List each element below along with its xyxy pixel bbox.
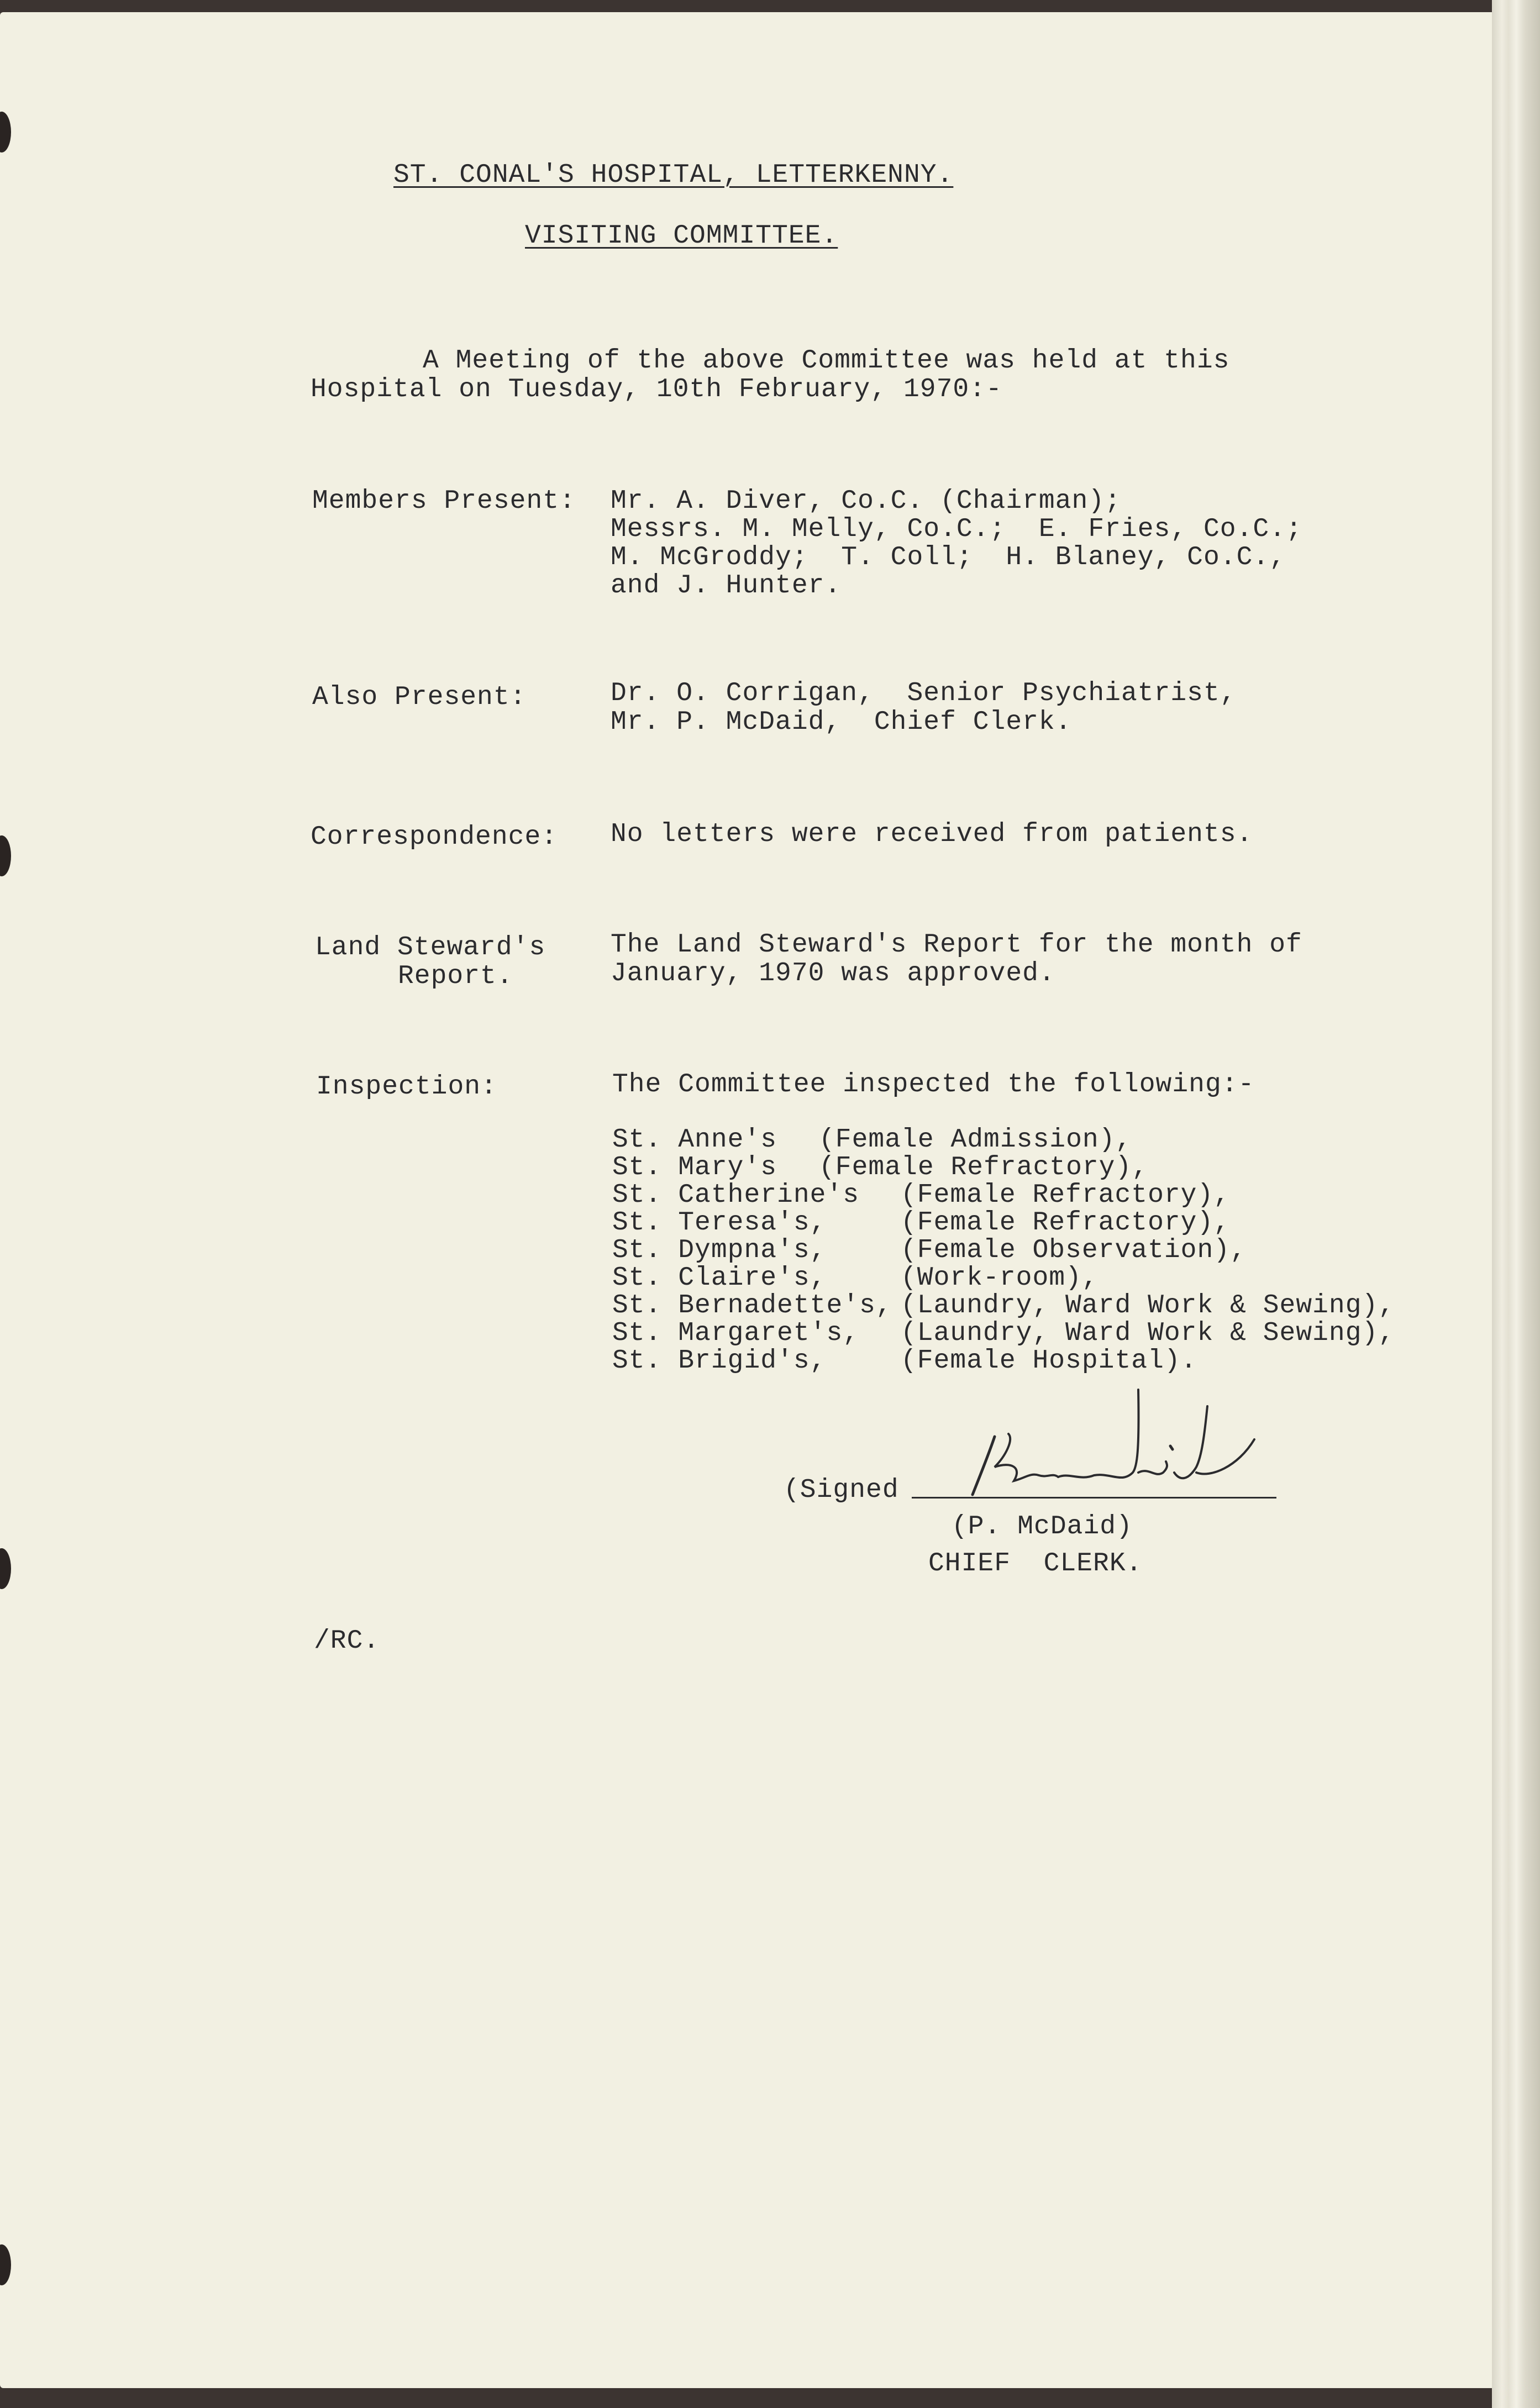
land-steward-line: January, 1970 was approved. bbox=[611, 959, 1055, 989]
handwritten-signature bbox=[961, 1384, 1271, 1511]
intro-line-2: Hospital on Tuesday, 10th February, 1970:- bbox=[311, 375, 1002, 404]
ward-description: (Laundry, Ward Work & Sewing), bbox=[901, 1291, 1395, 1321]
signatory-title: CHIEF CLERK. bbox=[928, 1549, 1143, 1579]
binder-hole bbox=[0, 2244, 11, 2285]
land-steward-label: Land Steward's bbox=[315, 933, 546, 963]
ward-description: (Female Admission), bbox=[819, 1125, 1132, 1155]
land-steward-line: The Land Steward's Report for the month of bbox=[611, 930, 1302, 960]
ward-description: (Female Observation), bbox=[901, 1235, 1247, 1265]
correspondence-label: Correspondence: bbox=[311, 822, 558, 852]
binder-hole bbox=[0, 835, 11, 876]
ward-name: St. Bernadette's, bbox=[612, 1291, 892, 1321]
signed-label: (Signed bbox=[784, 1475, 899, 1505]
ward-name: St. Mary's bbox=[612, 1153, 777, 1182]
members-line: and J. Hunter. bbox=[611, 571, 842, 601]
stacked-page-edges bbox=[1492, 0, 1540, 2408]
ward-description: (Work-room), bbox=[901, 1263, 1099, 1293]
binder-hole bbox=[0, 112, 11, 153]
also-present-line: Mr. P. McDaid, Chief Clerk. bbox=[611, 707, 1072, 737]
ward-name: St. Teresa's, bbox=[612, 1208, 827, 1238]
ward-name: St. Claire's, bbox=[612, 1263, 827, 1293]
members-line: M. McGroddy; T. Coll; H. Blaney, Co.C., bbox=[611, 543, 1286, 572]
ward-description: (Female Hospital). bbox=[901, 1346, 1197, 1376]
document-subtitle: VISITING COMMITTEE. bbox=[525, 221, 838, 251]
members-line: Mr. A. Diver, Co.C. (Chairman); bbox=[611, 486, 1121, 516]
ward-description: (Female Refractory), bbox=[901, 1208, 1231, 1238]
document-title: ST. CONAL'S HOSPITAL, LETTERKENNY. bbox=[393, 160, 954, 190]
ward-name: St. Catherine's bbox=[612, 1180, 860, 1210]
ward-name: St. Anne's bbox=[612, 1125, 777, 1155]
also-present-line: Dr. O. Corrigan, Senior Psychiatrist, bbox=[611, 679, 1237, 708]
intro-line-1: A Meeting of the above Committee was held at this bbox=[423, 346, 1230, 376]
land-steward-label: Report. bbox=[398, 961, 513, 991]
members-line: Messrs. M. Melly, Co.C.; E. Fries, Co.C.; bbox=[611, 514, 1302, 544]
signatory-name: (P. McDaid) bbox=[952, 1512, 1133, 1542]
members-label: Members Present: bbox=[312, 486, 576, 516]
typist-reference: /RC. bbox=[314, 1626, 380, 1656]
correspondence-text: No letters were received from patients. bbox=[611, 819, 1253, 849]
inspection-intro: The Committee inspected the following:- bbox=[612, 1070, 1255, 1100]
also-present-label: Also Present: bbox=[312, 682, 527, 712]
ward-description: (Female Refractory), bbox=[819, 1153, 1149, 1182]
ward-name: St. Dympna's, bbox=[612, 1235, 827, 1265]
ward-name: St. Margaret's, bbox=[612, 1318, 860, 1348]
ward-description: (Female Refractory), bbox=[901, 1180, 1231, 1210]
inspection-label: Inspection: bbox=[316, 1072, 497, 1102]
binder-hole bbox=[0, 1548, 11, 1589]
ward-name: St. Brigid's, bbox=[612, 1346, 827, 1376]
ward-description: (Laundry, Ward Work & Sewing), bbox=[901, 1318, 1395, 1348]
